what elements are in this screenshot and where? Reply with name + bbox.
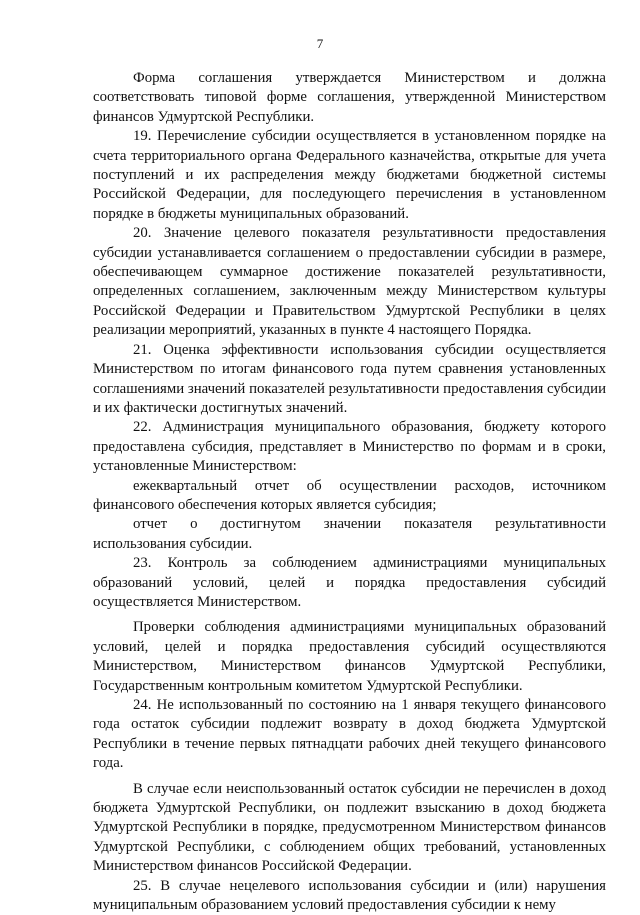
paragraph: Проверки соблюдения администрациями муниципальных образований условий, целей и порядка предоставления субсидий осуществляются Министерством, Министерством финансов Удмуртской Республики, Государственным контрольным комитетом Удмуртской Республики. (93, 619, 606, 694)
paragraph: 25. В случае нецелевого использования субсидии и (или) нарушения муниципальным образованием условий предоставления субсидии к нему (93, 877, 606, 914)
paragraph: 21. Оценка эффективности использования субсидии осуществляется Министерством по итогам финансового года путем сравнения установленных соглашениями значений показателей результативности предоставления субсидии и их фактически достигнутых значений. (93, 341, 606, 416)
paragraph: отчет о достигнутом значении показателя результативности использования субсидии. (93, 516, 606, 552)
paragraph: 22. Администрация муниципального образования, бюджету которого предоставлена субсидия, представляет в Министерство по формам и в сроки, установленные Министерством: (93, 419, 606, 475)
page-number: 7 (316, 36, 324, 51)
paragraph: 19. Перечисление субсидии осуществляется в установленном порядке на счета территориального органа Федерального казначейства, открытые для учета поступлений и их распределения между бюджетами бюджетной системы Российской Федерации, для последующего перечисления в установленном порядке в бюджеты муниципальных образований. (93, 128, 606, 222)
paragraph: ежеквартальный отчет об осуществлении расходов, источником финансового обеспечения которых является субсидия; (93, 477, 606, 513)
paragraph: 23. Контроль за соблюдением администрациями муниципальных образований условий, целей и порядка предоставления субсидий осуществляется Министерством. (93, 555, 606, 610)
paragraph: В случае если неиспользованный остаток субсидии не перечислен в доход бюджета Удмуртской Республики, он подлежит взысканию в доход бюджета Удмуртской Республики в порядке, предусмотренном Министерством финансов Удмуртской Республики, с соблюдением общих требований, установленных Министерством финансов Российской Федерации. (93, 780, 606, 875)
paragraph: 24. Не использованный по состоянию на 1 января текущего финансового года остаток субсидии подлежит возврату в доход бюджета Удмуртской Республики в течение первых пятнадцати рабочих дней текущего финансового года. (93, 697, 606, 772)
document-body (93, 69, 606, 915)
paragraph: 20. Значение целевого показателя результативности предоставления субсидии устанавливается соглашением о предоставлении субсидии в размере, обеспечивающем суммарное достижение показателей результативности, определенных соглашением, заключенным между Министерством культуры Российской Федерации и Правительством Удмуртской Республики в целях реализации мероприятий, указанных в пункте 4 настоящего Порядка. (93, 225, 606, 339)
paragraph: Форма соглашения утверждается Министерством и должна соответствовать типовой форме соглашения, утвержденной Министерством финансов Удмуртской Республики. (93, 70, 606, 125)
